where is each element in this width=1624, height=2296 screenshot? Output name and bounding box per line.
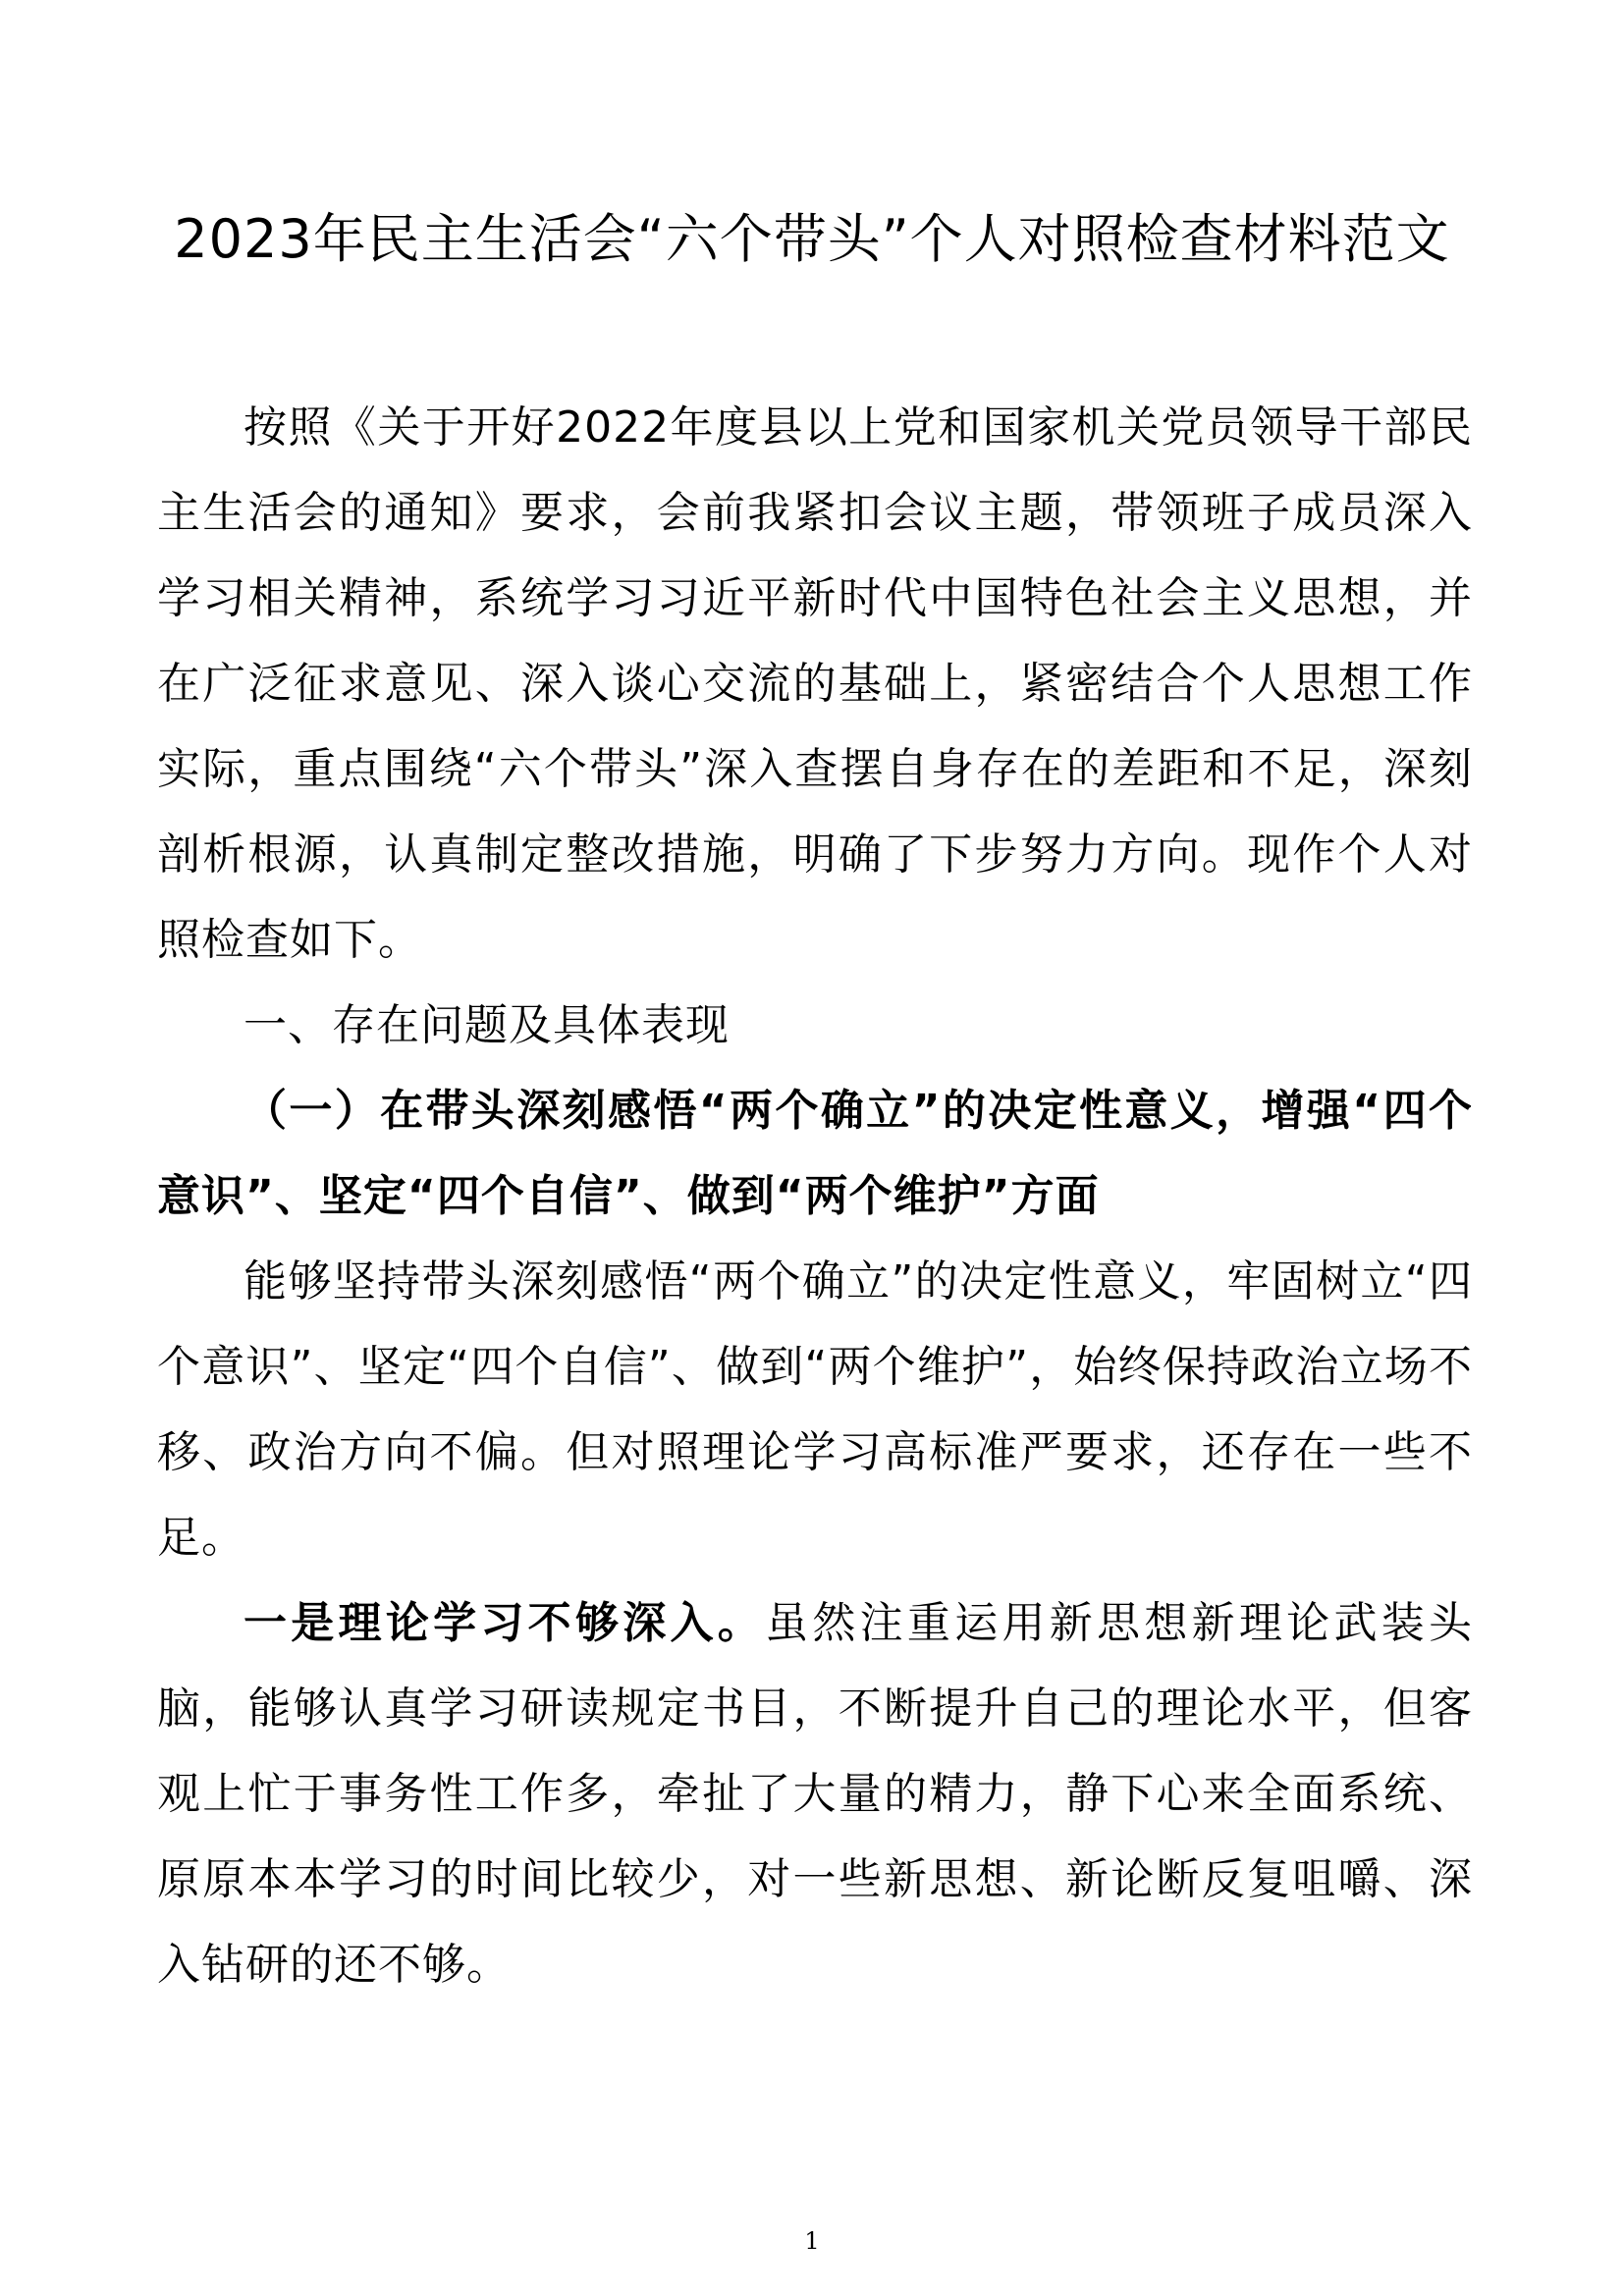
subsection-paragraph: 能够坚持带头深刻感悟“两个确立”的决定性意义，牢固树立“四个意识”、坚定“四个自信”、做到“两个维护”，始终保持政治立场不移、政治方向不偏。但对照理论学习高标准严要求，还存在一些不足。 — [157, 1256, 1473, 1563]
point-text: 虽然注重运用新思想新理论武装头脑，能够认真学习研读规定书目，不断提升自己的理论水平，但客观上忙于事务性工作多，牵扯了大量的精力，静下心来全面系统、原原本本学习的时间比较少，对一些新思想、新论断反复咀嚼、深入钻研的还不够。 — [157, 1598, 1474, 1990]
subsection-heading: （一）在带头深刻感悟“两个确立”的决定性意义，增强“四个意识”、坚定“四个自信”、做到“两个维护”方面 — [157, 1086, 1473, 1221]
intro-paragraph: 按照《关于开好2022年度县以上党和国家机关党员领导干部民主生活会的通知》要求，会前我紧扣会议主题，带领班子成员深入学习相关精神，系统学习习近平新时代中国特色社会主义思想，并在广泛征求意见、深入谈心交流的基础上，紧密结合个人思想工作实际，重点围绕“六个带头”深入查摆自身存在的差距和不足，深刻剖析根源，认真制定整改措施，明确了下步努力方向。现作个人对照检查如下。 — [157, 402, 1473, 965]
point-paragraph — [157, 1580, 1473, 2007]
section-heading: 一、存在问题及具体表现 — [244, 1000, 730, 1050]
document-title: 2023年民主生活会“六个带头”个人对照检查材料范文 — [174, 208, 1450, 270]
point-lead: 一是理论学习不够深入。 — [244, 1598, 766, 1648]
page-number: 1 — [804, 2227, 820, 2255]
document-body — [157, 385, 1473, 2007]
